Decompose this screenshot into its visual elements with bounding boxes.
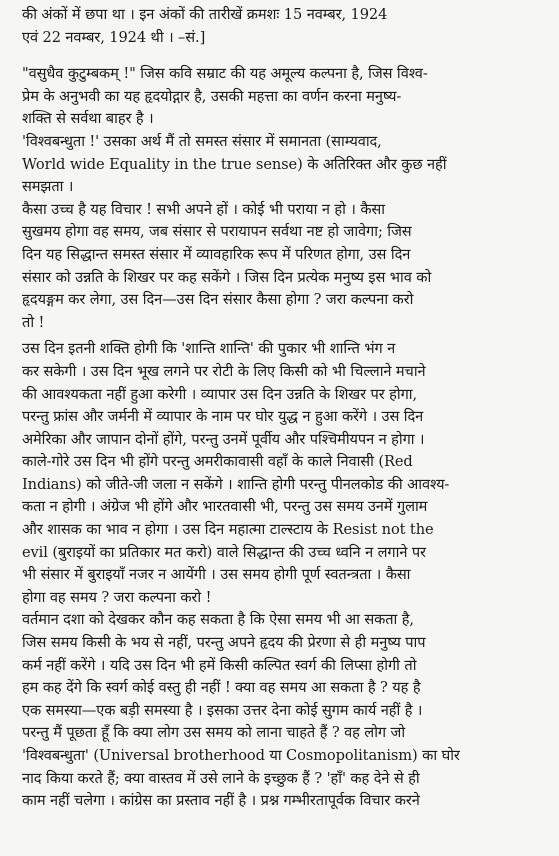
- text-line: कर सकेगी । उस दिन भूख लगने पर रोटी के लिए किसी को भी चिल्लाने मचाने: [22, 362, 426, 380]
- text-line: की अंकों में छपा था । इन अंकों की तारीखें क्रमशः 15 नवम्बर, 1924: [22, 6, 388, 23]
- text-line: एक समस्या—एक बड़ी समस्या है । इसका उत्तर देना कोई सुगम कार्य नहीं है ।: [22, 701, 423, 719]
- text-line: सुखमय होगा वह समय, जब संसार से परायापन सर्वथा नष्ट हो जावेगा; जिस: [22, 223, 412, 241]
- editor-note: [22, 4, 541, 49]
- paragraph: [22, 338, 541, 812]
- text-line: शक्ति से सर्वथा बाहर है ।: [22, 110, 154, 128]
- text-line: कता न होगी । अंग्रेज भी होंगे और भारतवासी भी, परन्तु उस समय उनमें गुलाम: [22, 498, 428, 516]
- text-line: तो !: [22, 313, 45, 331]
- text-line: "वसुधैव कुटुम्बकम् !" जिस कवि सम्राट की यह अमूल्य कल्पना है, जिस विश्व-: [22, 65, 428, 83]
- text-line: evil (बुराइयों का प्रतिकार मत करो) वाले सिद्धान्त की उच्च ध्वनि न लगाने पर: [22, 543, 426, 561]
- text-line: काम नहीं चलेगा । कांग्रेस का प्रस्ताव नहीं है । प्रश्न गम्भीरतापूर्वक विचार करने: [22, 792, 420, 810]
- text-line: काले-गोरे उस दिन भी होंगे परन्तु अमरीकावासी वहाँ के काले निवासी (Red: [22, 453, 413, 471]
- text-line: एवं 22 नवम्बर, 1924 थी । –सं.]: [22, 28, 206, 46]
- text-line: हम कह देंगे कि स्वर्ग कोई वस्तु ही नहीं ! क्या वह समय आ सकता है ? यह है: [22, 679, 421, 697]
- text-line: की आवश्यकता नहीं हुआ करेगी । व्यापार उस दिन उन्नति के शिखर पर होगा,: [22, 385, 418, 403]
- text-line: कर्म नहीं करेंगे । यदि उस दिन भी हमें किसी कल्पित स्वर्ग की लिप्सा होगी तो: [22, 656, 417, 674]
- text-line: दिन यह सिद्धान्त समस्त संसार में व्यावहारिक रूप में परिणत होगा, उस दिन: [22, 245, 411, 263]
- text-line: हृदयङ्गम कर लेगा, उस दिन—उस दिन संसार कैसा होगा ? जरा कल्पना करो: [22, 291, 414, 309]
- text-line: संसार को उन्नति के शिखर पर कह सकेंगे । जिस दिन प्रत्येक मनुष्य इस भाव को: [22, 268, 432, 286]
- text-line: भी संसार में बुराइयाँ नजर न आयेंगी । उस समय होगी पूर्ण स्वतन्त्रता । कैसा: [22, 566, 411, 584]
- paragraph: [22, 63, 541, 334]
- text-line: परन्तु मैं पूछता हूँ कि क्या लोग उस समय को लाना चाहते हैं ? वह लोग जो: [22, 724, 406, 742]
- text-line: 'विश्वबन्धुता !' उसका अर्थ मैं तो समस्त संसार में समानता (साम्यवाद,: [22, 132, 382, 150]
- text-line: 'विश्वबन्धुता' (Universal brotherhood या Cosmopolitanism) का घोर: [22, 747, 460, 764]
- text-line: परन्तु फ्रांस और जर्मनी में व्यापार के नाम पर घोर युद्ध न हुआ करेंगे । उस दिन: [22, 408, 424, 426]
- text-line: समझता ।: [22, 178, 74, 196]
- text-line: होगा वह समय ? जरा कल्पना करो !: [22, 588, 212, 606]
- paragraph-gap: [22, 49, 541, 63]
- text-line: नाद किया करते हैं; क्या वास्तव में उसे लाने के इच्छुक हैं ? 'हाँ' कह देने से ही: [22, 769, 420, 787]
- text-line: वर्तमान दशा को देखकर कौन कह सकता है कि ऐसा समय भी आ सकता है,: [22, 611, 414, 629]
- text-line: और शासक का भाव न होगा । उस दिन महात्मा टाल्स्टाय के Resist not the: [22, 521, 434, 539]
- text-line: प्रेम के अनुभवी का यह हृदयोद्गार है, उसकी महत्ता का वर्णन करना मनुष्य-: [22, 87, 402, 105]
- text-line: Indians) को जीते-जी जला न सकेंगे । शान्ति होगी परन्तु पीनलकोड की आवश्य-: [22, 475, 450, 493]
- text-line: जिस समय किसी के भय से नहीं, परन्तु अपने हृदय की प्रेरणा से ही मनुष्य पाप: [22, 634, 426, 652]
- text-line: कैसा उच्च है यह विचार ! सभी अपने हों । कोई भी पराया न हो । कैसा: [22, 200, 385, 218]
- text-line: World wide Equality in the true sense) के अतिरिक्त और कुछ नहीं: [22, 155, 447, 173]
- text-line: अमेरिका और जापान दोनों होंगे, परन्तु उनमें पूर्वीय और पश्चिमीयपन न होगा ।: [22, 430, 425, 448]
- text-line: उस दिन इतनी शक्ति होगी कि 'शान्ति शान्ति' की पुकार भी शान्ति भंग न: [22, 340, 396, 358]
